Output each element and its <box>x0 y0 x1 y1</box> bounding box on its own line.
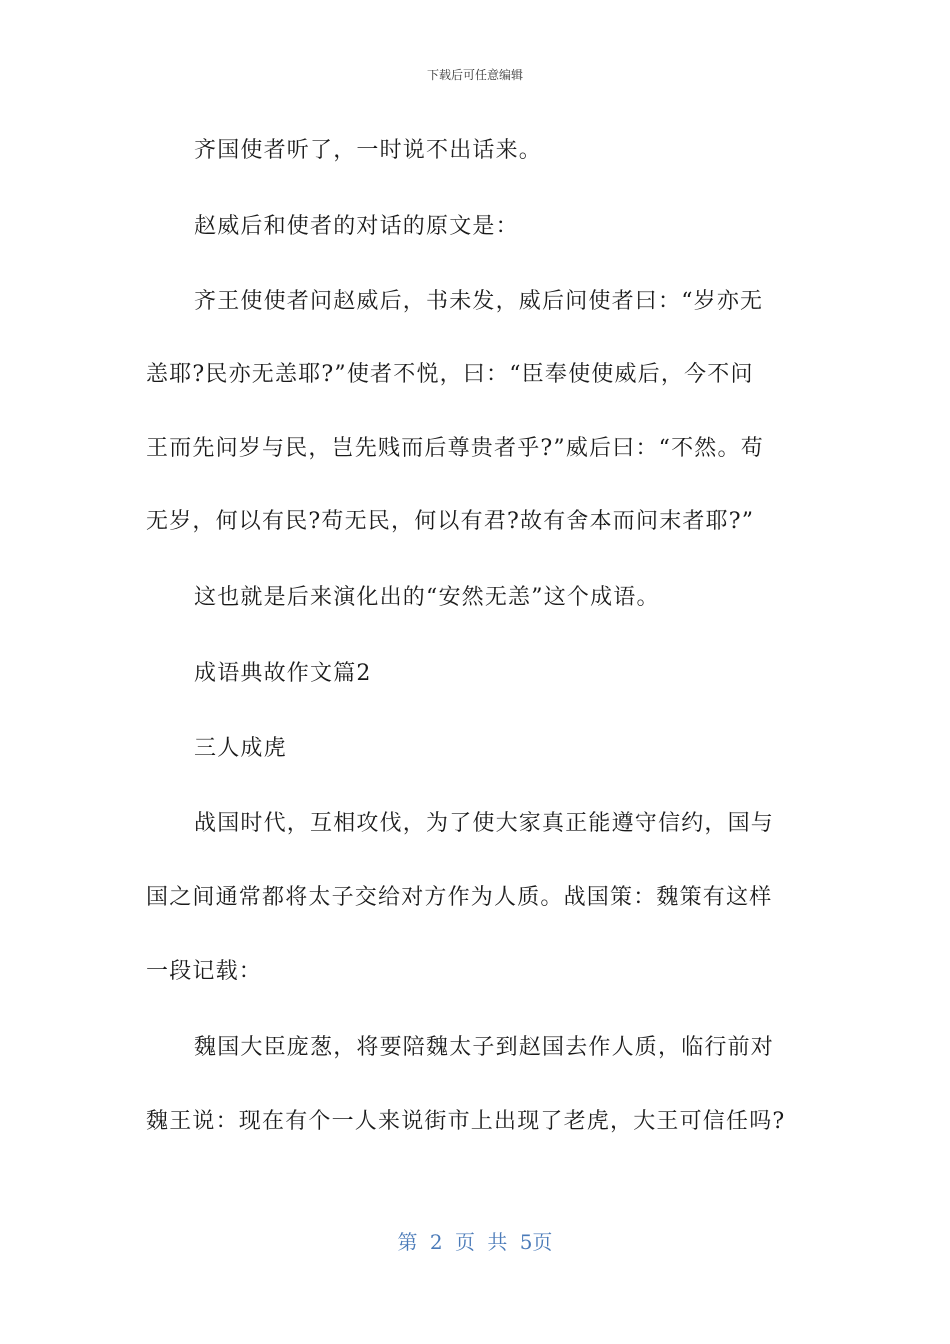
paragraph-line: 国之间通常都将太子交给对方作为人质。战国策：魏策有这样 <box>146 885 773 910</box>
paragraph-line: 一段记载： <box>146 959 263 984</box>
page-number-footer: 第 2 页 共 5页 <box>397 1230 553 1254</box>
paragraph-line: 无岁，何以有民?苟无民，何以有君?故有舍本而问末者耶?” <box>146 509 755 534</box>
paragraph-line: 魏王说：现在有个一人来说街市上出现了老虎，大王可信任吗? <box>146 1109 786 1134</box>
paragraph-line: 齐王使使者问赵威后，书未发，威后问使者曰：“岁亦无 <box>194 289 764 314</box>
paragraph-line: 战国时代，互相攻伐，为了使大家真正能遵守信约，国与 <box>194 811 775 836</box>
paragraph-line: 恙耶?民亦无恙耶?”使者不悦，曰：“臣奉使使威后，今不问 <box>146 362 754 387</box>
section-heading: 成语典故作文篇2 <box>194 661 372 686</box>
paragraph-line: 赵威后和使者的对话的原文是： <box>194 214 519 239</box>
page-header: 下载后可任意编辑 <box>426 68 523 82</box>
paragraph-line: 齐国使者听了，一时说不出话来。 <box>194 138 543 163</box>
paragraph-line: 王而先问岁与民，岂先贱而后尊贵者乎?”威后曰：“不然。苟 <box>146 436 764 461</box>
idiom-title: 三人成虎 <box>194 736 287 761</box>
paragraph-line: 这也就是后来演化出的“安然无恙”这个成语。 <box>194 585 660 610</box>
paragraph-line: 魏国大臣庞葱，将要陪魏太子到赵国去作人质，临行前对 <box>194 1035 775 1060</box>
